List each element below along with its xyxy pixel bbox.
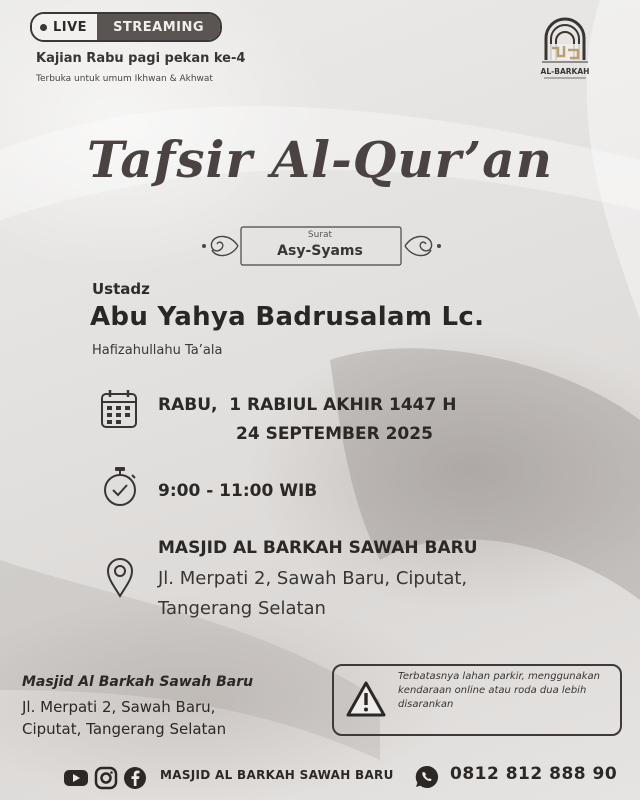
al-barkah-logo bbox=[536, 14, 594, 88]
surat-name: Asy-Syams bbox=[277, 243, 363, 259]
live-dot-icon bbox=[40, 24, 47, 31]
venue-name: MASJID AL BARKAH SAWAH BARU bbox=[158, 538, 478, 558]
streaming-label: STREAMING bbox=[97, 14, 220, 40]
parking-notice-text: Terbatasnya lahan parkir, menggunakan kendaraan online atau roda dua lebih disarankan bbox=[398, 671, 601, 710]
series-title: Kajian Rabu pagi pekan ke-4 bbox=[36, 51, 246, 66]
footer-address-line2: Ciputat, Tangerang Selatan bbox=[22, 720, 227, 738]
social-account-name: MASJID AL BARKAH SAWAH BARU bbox=[160, 768, 394, 782]
live-streaming-badge bbox=[30, 12, 222, 42]
event-time: 9:00 - 11:00 WIB bbox=[158, 481, 318, 501]
footer-venue-name: Masjid Al Barkah Sawah Baru bbox=[22, 674, 254, 690]
calendar-icon bbox=[100, 388, 138, 430]
whatsapp-number: 0812 812 888 90 bbox=[450, 764, 618, 784]
live-label-segment bbox=[32, 14, 97, 40]
event-date-hijri: RABU, 1 RABIUL AKHIR 1447 H bbox=[158, 395, 457, 415]
venue-address-line1: Jl. Merpati 2, Sawah Baru, Ciputat, bbox=[158, 568, 468, 589]
event-title: Tafsir Al-Qur’an bbox=[87, 130, 553, 189]
stopwatch-icon bbox=[102, 466, 138, 508]
speaker-name: Abu Yahya Badrusalam Lc. bbox=[90, 302, 485, 332]
audience-note: Terbuka untuk umum Ikhwan & Akhwat bbox=[36, 74, 213, 84]
youtube-icon[interactable] bbox=[63, 766, 89, 790]
speaker-prefix: Ustadz bbox=[92, 280, 150, 298]
instagram-icon[interactable] bbox=[94, 766, 118, 790]
footer-address-line1: Jl. Merpati 2, Sawah Baru, bbox=[22, 698, 216, 716]
event-date-gregorian: 24 SEPTEMBER 2025 bbox=[236, 424, 433, 444]
logo-name: AL-BARKAH bbox=[540, 67, 590, 76]
speaker-honorific: Hafizahullahu Ta’ala bbox=[92, 343, 223, 358]
live-label: LIVE bbox=[53, 19, 88, 35]
location-pin-icon bbox=[105, 556, 135, 600]
mosque-logo-icon bbox=[536, 14, 594, 88]
whatsapp-icon[interactable] bbox=[414, 764, 440, 790]
ornament-left-icon bbox=[200, 228, 240, 264]
surat-label: Surat bbox=[307, 230, 333, 240]
ornament-right-icon bbox=[403, 228, 443, 264]
facebook-icon[interactable] bbox=[123, 766, 147, 790]
warning-icon bbox=[346, 681, 386, 717]
venue-address-line2: Tangerang Selatan bbox=[158, 598, 326, 619]
